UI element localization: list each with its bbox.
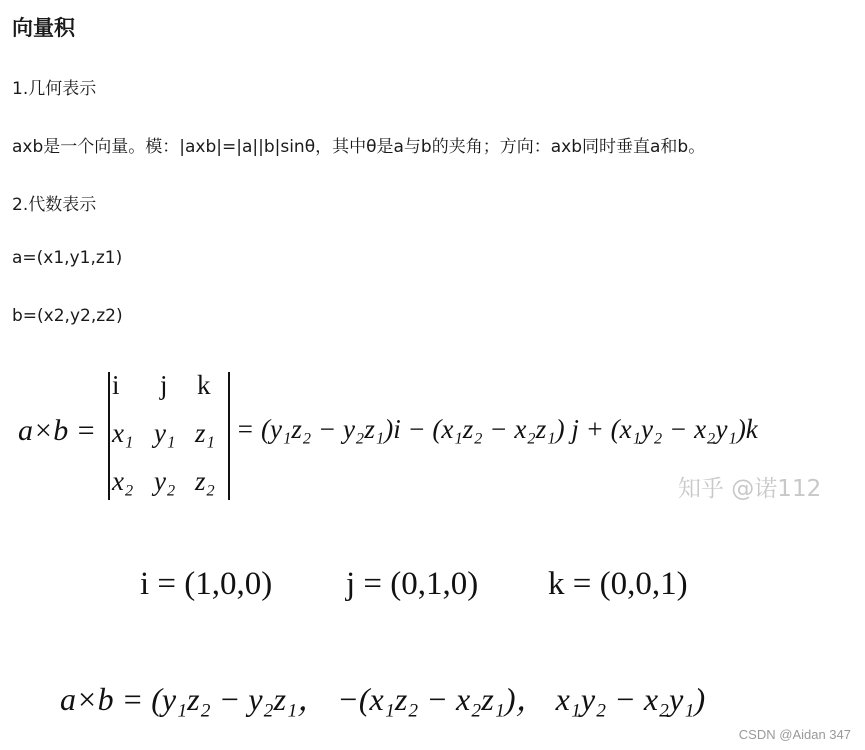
matrix-r2c1: x₁ [112, 418, 134, 448]
algebraic-heading: 2.代数表示 [12, 195, 97, 215]
matrix-r3c1: x₂ [112, 466, 134, 496]
unit-vector-i: i = (1,0,0) [140, 566, 273, 602]
geometric-heading: 1.几何表示 [12, 79, 97, 99]
determinant-right-bar [228, 372, 230, 500]
page-title: 向量积 [12, 16, 75, 40]
vector-b-definition: b=(x2,y2,z2) [12, 306, 123, 326]
determinant-left-bar [108, 372, 110, 500]
unit-vector-k: k = (0,0,1) [548, 566, 688, 602]
unit-vector-j: j = (0,1,0) [346, 566, 479, 602]
geometric-description: axb是一个向量。模：|axb|=|a||b|sinθ，其中θ是a与b的夹角；方向：axb同时垂直a和b。 [12, 137, 706, 157]
matrix-r3c2: y₂ [154, 466, 176, 496]
formula-rhs: = (y₁z₂ − y₂z₁)i − (x₁z₂ − x₂z₁) j + (x₁y₂ − x₂y₁)k [236, 414, 758, 444]
matrix-r1c2: j [160, 370, 168, 400]
vector-a-definition: a=(x1,y1,z1) [12, 248, 123, 268]
matrix-r3c3: z₂ [195, 466, 215, 496]
matrix-r2c2: y₁ [154, 418, 176, 448]
cross-product-component-result: a×b = (y₁z₂ − y₂z₁， −(x₁z₂ − x₂z₁)， x₁y₂ − x₂y₁) [60, 681, 706, 717]
matrix-r1c1: i [112, 370, 120, 400]
formula-lhs: a×b = [18, 414, 96, 447]
csdn-credit: CSDN @Aidan 347 [738, 727, 851, 742]
zhihu-watermark: 知乎 @诺112 [678, 476, 822, 502]
matrix-r1c3: k [197, 370, 211, 400]
matrix-r2c3: z₁ [195, 418, 215, 448]
